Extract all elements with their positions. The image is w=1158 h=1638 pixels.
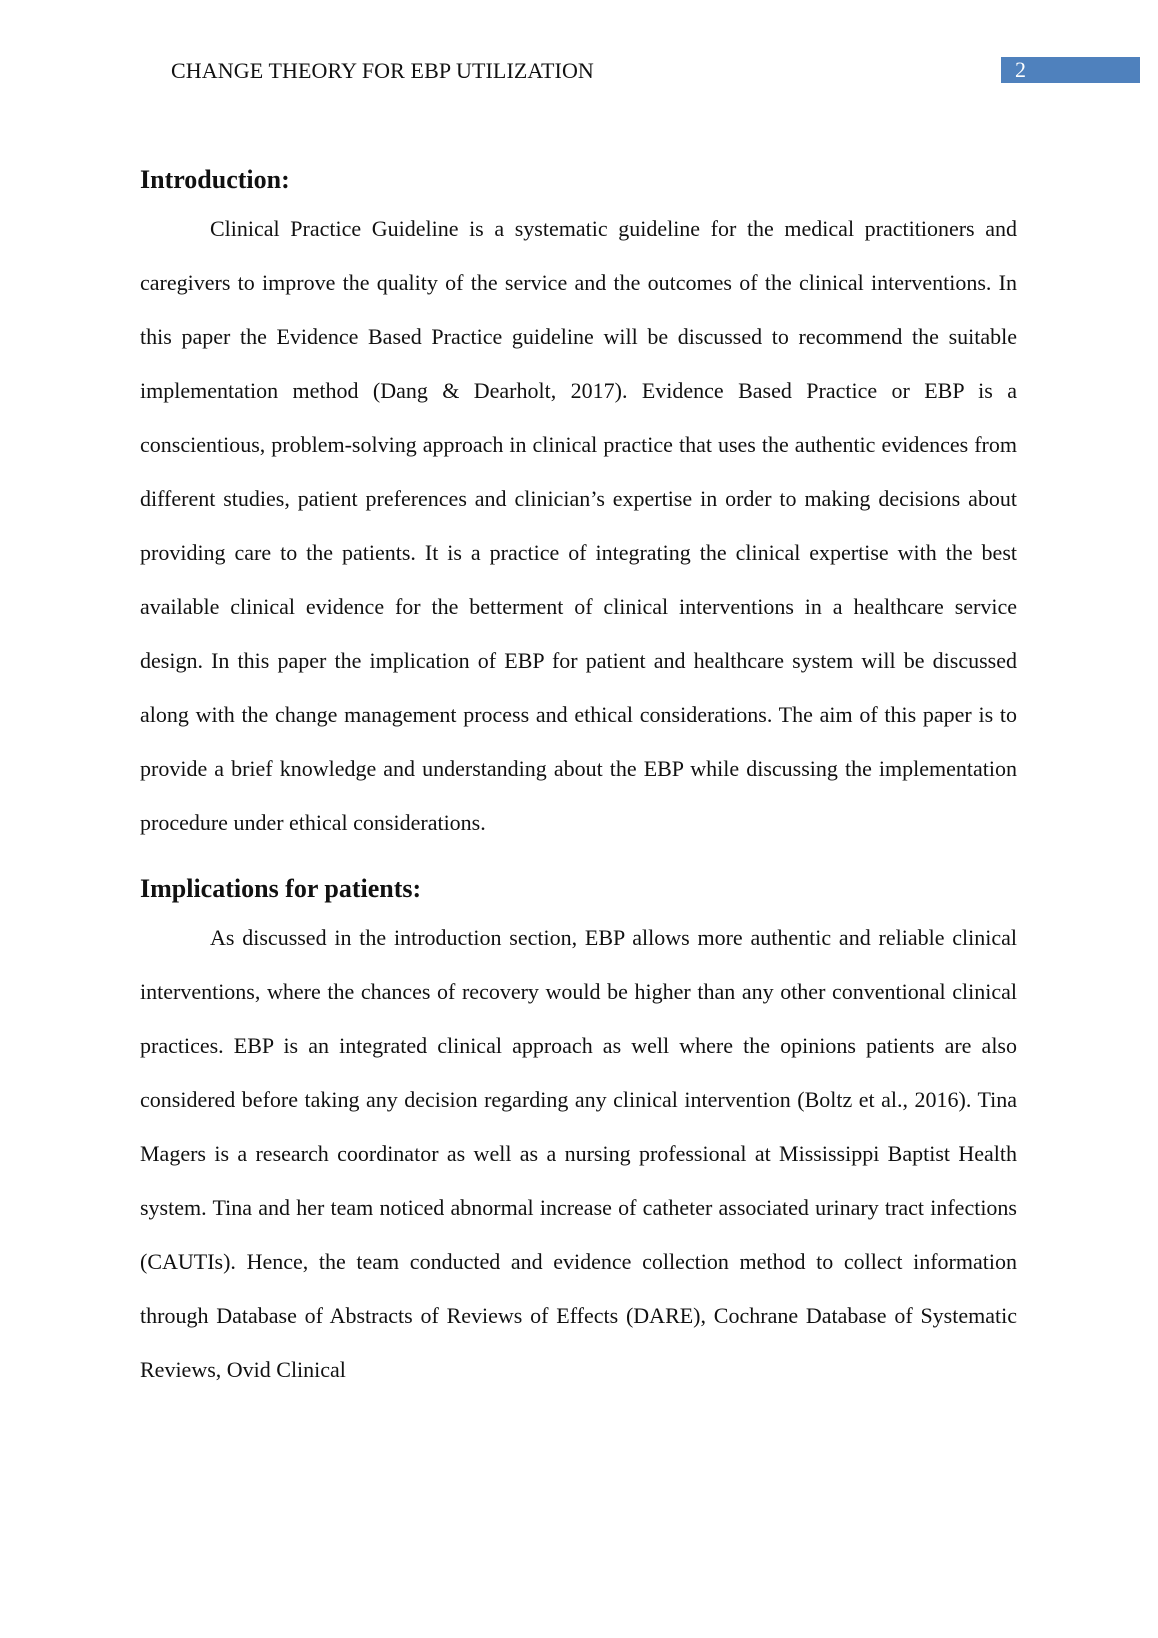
page-number-badge [1001,57,1140,83]
paragraph-introduction: Clinical Practice Guideline is a systematic guideline for the medical practitioners and caregivers to improve the quality of the service and the outcomes of the clinical interventions. In this paper the Evidence Based Practice guideline will be discussed to recommend the suitable implementation method (Dang & Dearholt, 2017). Evidence Based Practice or EBP is a conscientious, problem-solving approach in clinical practice that uses the authentic evidences from different studies, patient preferences and clinician’s expertise in order to making decisions about providing care to the patients. It is a practice of integrating the clinical expertise with the best available clinical evidence for the betterment of clinical interventions in a healthcare service design. In this paper the implication of EBP for patient and healthcare system will be discussed along with the change management process and ethical considerations. The aim of this paper is to provide a brief knowledge and understanding about the EBP while discussing the implementation procedure under ethical considerations. [140,216,1017,835]
section-heading-implications: Implications for patients: [140,874,422,903]
running-header: CHANGE THEORY FOR EBP UTILIZATION [171,58,594,83]
paragraph-implications: As discussed in the introduction section, EBP allows more authentic and reliable clinical interventions, where the chances of recovery would be higher than any other conventional clinical practices. EBP is an integrated clinical approach as well where the opinions patients are also considered before taking any decision regarding any clinical intervention (Boltz et al., 2016). Tina Magers is a research coordinator as well as a nursing professional at Mississippi Baptist Health system. Tina and her team noticed abnormal increase of catheter associated urinary tract infections (CAUTIs). Hence, the team conducted and evidence collection method to collect information through Database of Abstracts of Reviews of Effects (DARE), Cochrane Database of Systematic Reviews, Ovid Clinical [140,925,1017,1382]
page-number: 2 [1015,57,1026,82]
document-body [140,158,1017,1397]
section-heading-introduction: Introduction: [140,165,290,194]
